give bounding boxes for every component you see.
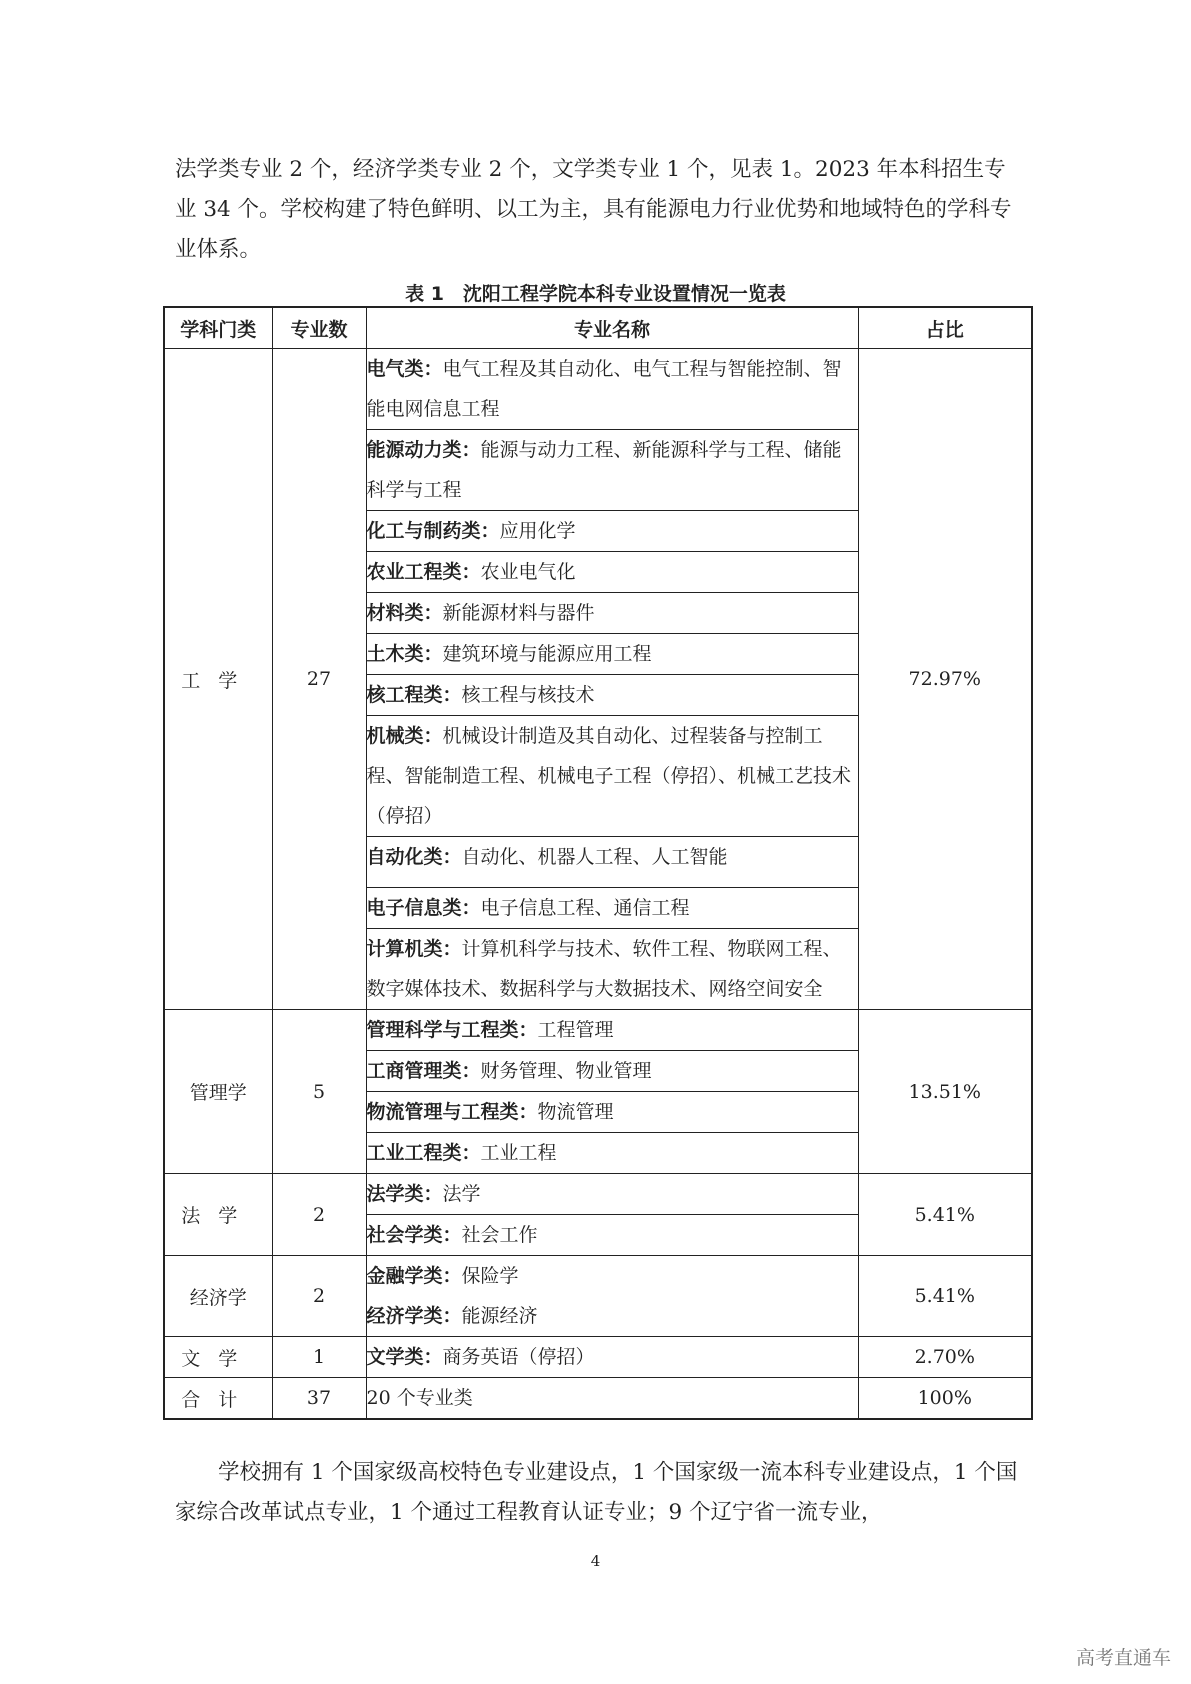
major-class-label: 金融学类：	[366, 1265, 462, 1287]
major-class-label: 物流管理与工程类：	[366, 1101, 538, 1123]
major-class-label: 机械类：	[366, 725, 443, 747]
major-names: 法学	[442, 1183, 481, 1205]
major-cell	[366, 1174, 858, 1215]
category-cell: 文学	[164, 1337, 272, 1378]
major-cell	[366, 837, 858, 888]
table-caption: 表 1 沈阳工程学院本科专业设置情况一览表	[405, 283, 786, 305]
major-class-label: 工业工程类：	[366, 1142, 481, 1164]
share-cell: 13.51%	[858, 1010, 1032, 1174]
major-cell	[366, 929, 858, 1010]
major-cell	[366, 511, 858, 552]
intro-paragraph: 法学类专业 2 个，经济学类专业 2 个，文学类专业 1 个，见表 1。2023 年本科招生专业 34 个。学校构建了特色鲜明、以工为主，具有能源电力行业优势和地域特色的学科专业体系。	[175, 157, 1012, 262]
table-row	[164, 349, 1032, 430]
total-row	[164, 1378, 1032, 1420]
share-cell: 5.41%	[858, 1174, 1032, 1256]
category-cell: 法学	[164, 1174, 272, 1256]
count-cell: 27	[272, 349, 366, 1010]
major-names: 财务管理、物业管理	[480, 1060, 652, 1082]
major-cell	[366, 634, 858, 675]
major-class-label: 经济学类：	[366, 1305, 462, 1327]
major-names: 工程管理	[537, 1019, 614, 1041]
table-row	[164, 1010, 1032, 1051]
total-summary-cell: 20 个专业类	[366, 1378, 858, 1420]
major-cell	[366, 1051, 858, 1092]
major-class-label: 材料类：	[366, 602, 443, 624]
share-cell: 5.41%	[858, 1256, 1032, 1337]
major-names: 应用化学	[499, 520, 576, 542]
category-cell: 管理学	[164, 1010, 272, 1174]
major-cell	[366, 349, 858, 430]
header-share: 占比	[858, 307, 1032, 349]
table-header-row	[164, 307, 1032, 349]
count-cell: 5	[272, 1010, 366, 1174]
outro-paragraph: 学校拥有 1 个国家级高校特色专业建设点，1 个国家级一流本科专业建设点，1 个国家综合改革试点专业，1 个通过工程教育认证专业；9 个辽宁省一流专业，	[175, 1460, 1018, 1525]
table-body	[164, 349, 1032, 1420]
major-cell	[366, 593, 858, 634]
major-names: 自动化、机器人工程、人工智能	[461, 846, 728, 868]
header-count: 专业数	[272, 307, 366, 349]
category-cell: 工学	[164, 349, 272, 1010]
total-share-cell: 100%	[858, 1378, 1032, 1420]
major-class-label: 土木类：	[366, 643, 443, 665]
major-names: 能源与动力工程、新能源科学与工程、储能科学与工程	[366, 439, 842, 501]
table-row	[164, 1256, 1032, 1297]
major-cell	[366, 1010, 858, 1051]
major-names: 农业电气化	[480, 561, 576, 583]
major-class-label: 能源动力类：	[366, 439, 481, 461]
major-names: 工业工程	[480, 1142, 557, 1164]
major-cell	[366, 888, 858, 929]
major-class-label: 核工程类：	[366, 684, 462, 706]
major-cell	[366, 552, 858, 593]
major-class-label: 法学类：	[366, 1183, 443, 1205]
share-cell: 72.97%	[858, 349, 1032, 1010]
total-count-cell: 37	[272, 1378, 366, 1420]
major-class-label: 计算机类：	[366, 938, 462, 960]
header-category: 学科门类	[164, 307, 272, 349]
table-row	[164, 1337, 1032, 1378]
major-names: 电气工程及其自动化、电气工程与智能控制、智能电网信息工程	[366, 358, 842, 420]
major-class-label: 自动化类：	[366, 846, 462, 868]
major-class-label: 社会学类：	[366, 1224, 462, 1246]
major-names: 社会工作	[461, 1224, 538, 1246]
count-cell: 2	[272, 1256, 366, 1337]
major-cell	[366, 675, 858, 716]
major-class-label: 文学类：	[366, 1346, 443, 1368]
majors-table	[163, 306, 1033, 1420]
header-major-names: 专业名称	[366, 307, 858, 349]
major-names: 机械设计制造及其自动化、过程装备与控制工程、智能制造工程、机械电子工程（停招）、机械工艺技术（停招）	[366, 725, 852, 827]
major-class-label: 电气类：	[366, 358, 443, 380]
major-names: 能源经济	[461, 1305, 538, 1327]
major-names: 核工程与核技术	[461, 684, 595, 706]
major-class-label: 农业工程类：	[366, 561, 481, 583]
major-cell	[366, 430, 858, 511]
major-names: 新能源材料与器件	[442, 602, 595, 624]
count-cell: 2	[272, 1174, 366, 1256]
page-number: 4	[590, 1552, 601, 1570]
share-cell: 2.70%	[858, 1337, 1032, 1378]
major-cell	[366, 716, 858, 837]
major-names: 电子信息工程、通信工程	[480, 897, 690, 919]
major-cell	[366, 1337, 858, 1378]
major-cell	[366, 1215, 858, 1256]
count-cell: 1	[272, 1337, 366, 1378]
major-cell	[366, 1256, 858, 1297]
major-names: 保险学	[461, 1265, 519, 1287]
major-names: 物流管理	[537, 1101, 614, 1123]
table-row	[164, 1174, 1032, 1215]
major-cell	[366, 1092, 858, 1133]
major-cell	[366, 1133, 858, 1174]
category-cell: 经济学	[164, 1256, 272, 1337]
total-label-cell: 合计	[164, 1378, 272, 1420]
major-class-label: 工商管理类：	[366, 1060, 481, 1082]
major-class-label: 化工与制药类：	[366, 520, 500, 542]
major-class-label: 电子信息类：	[366, 897, 481, 919]
major-class-label: 管理科学与工程类：	[366, 1019, 538, 1041]
major-names: 计算机科学与技术、软件工程、物联网工程、数字媒体技术、数据科学与大数据技术、网络空间安全	[366, 938, 842, 1000]
watermark: 高考直通车	[1075, 1647, 1171, 1669]
major-cell	[366, 1296, 858, 1337]
major-names: 建筑环境与能源应用工程	[442, 643, 652, 665]
major-names: 商务英语（停招）	[442, 1346, 595, 1368]
